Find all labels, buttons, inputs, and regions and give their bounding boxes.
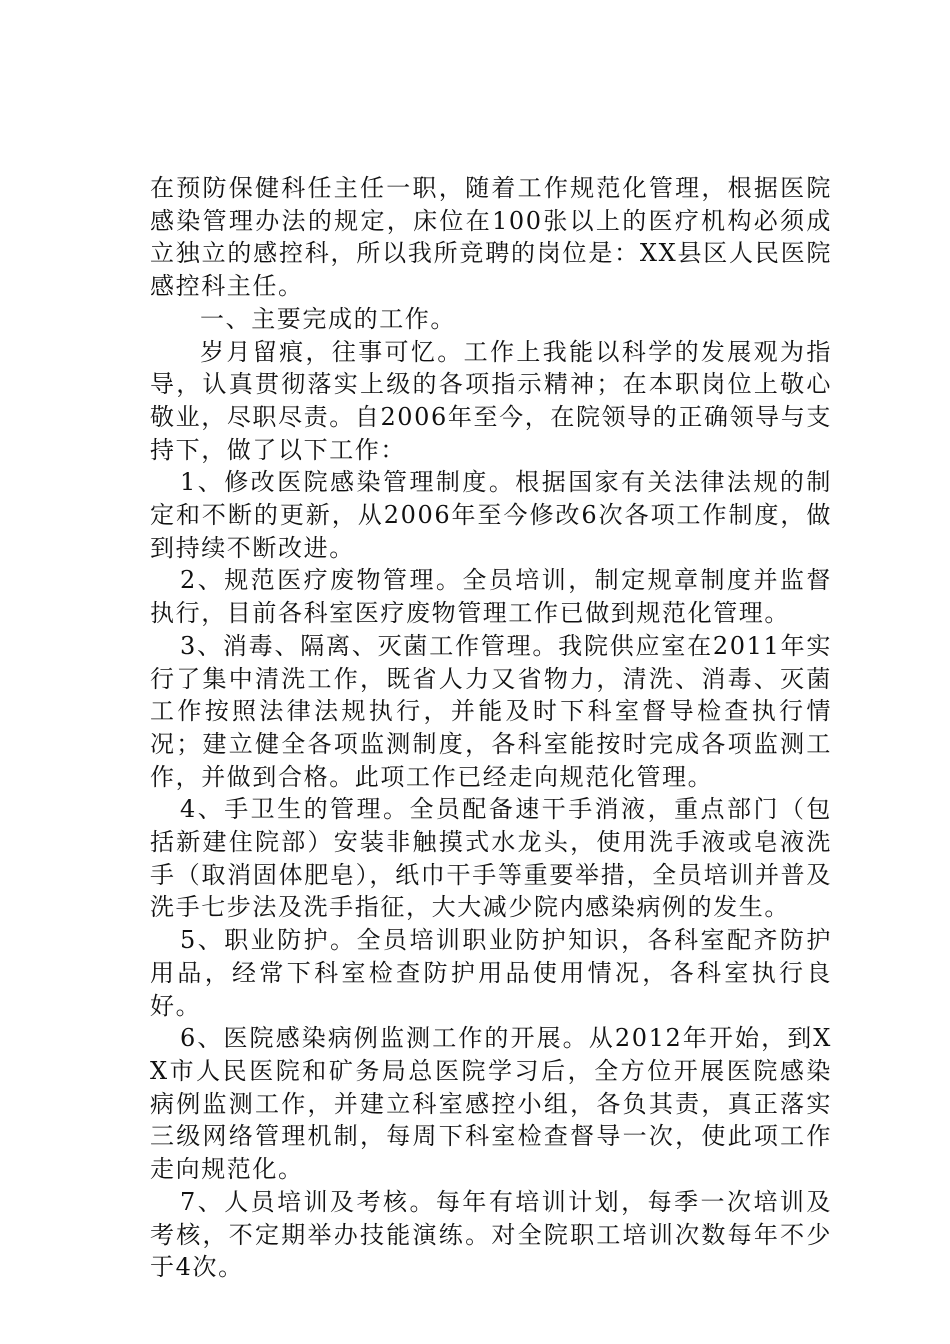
list-item-5: 5、职业防护。全员培训职业防护知识，各科室配齐防护用品，经常下科室检查防护用品使用情况，各科室执行良好。	[150, 926, 832, 1020]
list-item-2: 2、规范医疗废物管理。全员培训，制定规章制度并监督执行，目前各科室医疗废物管理工作已做到规范化管理。	[150, 566, 832, 628]
list-item-6: 6、医院感染病例监测工作的开展。从2012年开始，到XX市人民医院和矿务局总医院学习后，全方位开展医院感染病例监测工作，并建立科室感控小组，各负其责，真正落实三级网络管理机制，每周下科室检查督导一次，使此项工作走向规范化。	[150, 1024, 832, 1184]
list-item-7: 7、人员培训及考核。每年有培训计划，每季一次培训及考核，不定期举办技能演练。对全院职工培训次数每年不少于4次。	[150, 1187, 832, 1282]
list-item-4: 4、手卫生的管理。全员配备速干手消液，重点部门（包括新建住院部）安装非触摸式水龙头，使用洗手液或皂液洗手（取消固体肥皂），纸巾干手等重要举措，全员培训并普及洗手七步法及洗手指征，大大减少院内感染病例的发生。	[150, 795, 832, 922]
section-heading-main-work: 一、主要完成的工作。	[200, 304, 456, 333]
paragraph-intro: 在预防保健科任主任一职，随着工作规范化管理，根据医院感染管理办法的规定，床位在100张以上的医疗机构必须成立独立的感控科，所以我所竞聘的岗位是：XX县区人民医院感控科主任。	[150, 174, 832, 301]
document-body	[150, 172, 832, 1284]
list-item-3: 3、消毒、隔离、灭菌工作管理。我院供应室在2011年实行了集中清洗工作，既省人力又省物力，清洗、消毒、灭菌工作按照法律法规执行，并能及时下科室督导检查执行情况；建立健全各项监测制度，各科室能按时完成各项监测工作，并做到合格。此项工作已经走向规范化管理。	[150, 631, 832, 791]
paragraph-overview: 岁月留痕，往事可忆。工作上我能以科学的发展观为指导，认真贯彻落实上级的各项指示精神；在本职岗位上敬心敬业，尽职尽责。自2006年至今，在院领导的正确领导与支持下，做了以下工作：	[150, 337, 832, 464]
list-item-1: 1、修改医院感染管理制度。根据国家有关法律法规的制定和不断的更新，从2006年至今修改6次各项工作制度，做到持续不断改进。	[150, 468, 832, 562]
